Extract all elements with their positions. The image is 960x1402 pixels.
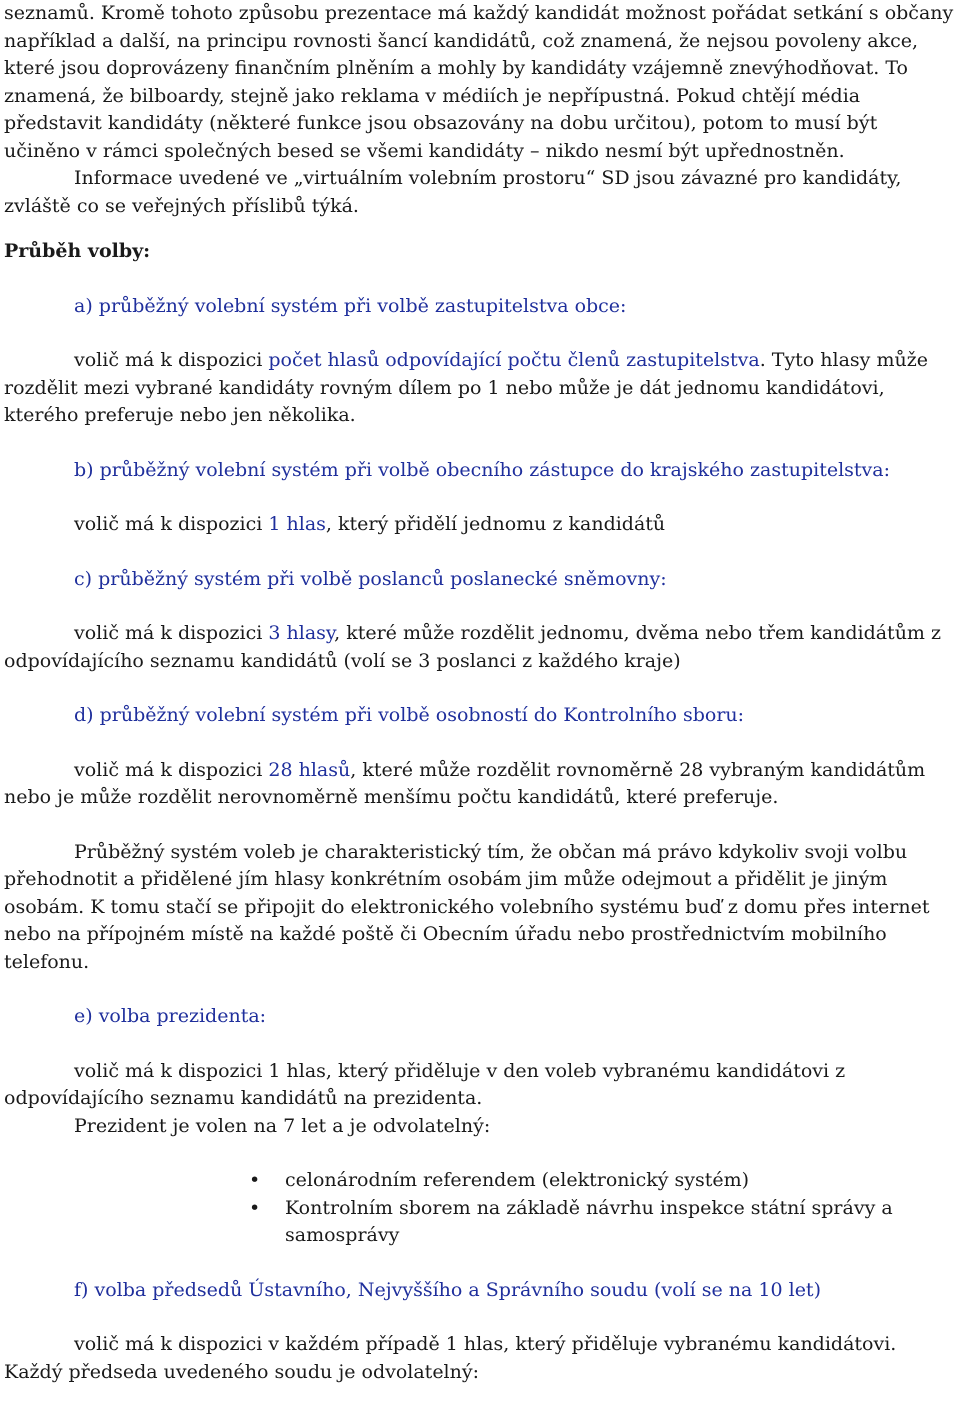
heading-election-process: Průběh volby: [4,240,151,262]
section-a-text [4,347,956,430]
section-b-text-highlight: 1 hlas [268,513,326,535]
bullet-icon: • [249,1169,261,1191]
president-recall-list [4,1167,956,1250]
section-c-text-pre: volič má k dispozici [74,622,269,644]
section-c-title: c) průběžný systém při volbě poslanců poslanecké sněmovny: [74,567,667,590]
paragraph-candidates-presentation: seznamů. Kromě tohoto způsobu prezentace má každý kandidát možnost pořádat setkání s občany například a další, na principu rovnosti šancí kandidátů, což znamená, že nejsou povoleny akce, které jsou doprovázeny finančním plněním a mohly by kandidáty vzájemně znevýhodňovat. To znamená, že bilboardy, stejně jako reklama v médiích je nepřípustná. Pokud chtějí média představit kandidáty (některé funkce jsou obsazovány na dobu určitou), potom to musí být učiněno v rámci společných besed se všemi kandidáty – nikdo nesmí být upřednostněn. [4,2,954,162]
paragraph-virtual-space: Informace uvedené ve „virtuálním volebním prostoru“ SD jsou závazné pro kandidáty, zvláště co se veřejných příslibů týká. [4,167,902,217]
section-b-text-post: , který přidělí jednomu z kandidátů [325,513,666,535]
list-item-text: celonárodním referendem (elektronický systém) [285,1169,750,1191]
paragraph-running-system: Průběžný systém voleb je charakteristický tím, že občan má právo kdykoliv svoji volbu přehodnotit a přidělené jím hlasy konkrétním osobám jim může odejmout a přidělit je jiným osobám. K tomu stačí se připojit do elektronického volebního systému buď z domu přes internet nebo na přípojném místě na každé poště či Obecním úřadu nebo prostřednictvím mobilního telefonu. [4,840,930,973]
section-c-text-post: , které může rozdělit jednomu, dvěma nebo třem kandidátům z odpovídajícího seznamu kandidátů (volí se 3 poslanci z každého kraje) [4,622,941,672]
section-a-text-highlight: počet hlasů odpovídající počtu členů zastupitelstva [268,349,760,371]
section-d-text-highlight: 28 hlasů [268,758,351,781]
section-c-text-highlight: 3 hlasy [268,622,335,644]
section-a-text-post: . Tyto hlasy může rozdělit mezi vybrané kandidáty rovným dílem po 1 nebo může je dát jednomu kandidátovi, kterého preferuje nebo jen několika. [4,349,928,426]
section-e-text: volič má k dispozici 1 hlas, který přiděluje v den voleb vybranému kandidátovi z odpovídajícího seznamu kandidátů na prezidenta. [4,1059,846,1109]
section-a-text-pre: volič má k dispozici [74,349,269,371]
section-f-text: volič má k dispozici v každém případě 1 hlas, který přiděluje vybranému kandidátovi. Každý předseda uvedeného soudu je odvolatelný: [4,1333,897,1383]
section-d-text-post: , které může rozdělit rovnoměrně 28 vybraným kandidátům nebo je může rozdělit nerovnoměrně menšímu počtu kandidátů, které preferuje. [4,758,926,808]
section-e-text-2: Prezident je volen na 7 let a je odvolatelný: [74,1114,491,1137]
list-item-text: Kontrolním sborem na základě návrhu inspekce státní správy a samosprávy [285,1196,893,1246]
section-f-title: f) volba předsedů Ústavního, Nejvyššího a Správního soudu (volí se na 10 let) [74,1278,821,1301]
section-a-title: a) průběžný volební systém při volbě zastupitelstva obce: [74,294,627,317]
section-d-text-pre: volič má k dispozici [74,758,269,781]
section-c-text [4,620,956,675]
section-d-title: d) průběžný volební systém při volbě osobností do Kontrolního sboru: [74,704,745,726]
list-item [4,1167,956,1195]
bullet-icon: • [249,1196,261,1219]
section-d-text [4,757,956,812]
section-b-text-pre: volič má k dispozici [74,513,269,535]
list-item [4,1195,956,1250]
section-b-title: b) průběžný volební systém při volbě obecního zástupce do krajského zastupitelstva: [74,458,891,481]
section-e-title: e) volba prezidenta: [74,1005,267,1027]
section-b-text [4,511,956,539]
